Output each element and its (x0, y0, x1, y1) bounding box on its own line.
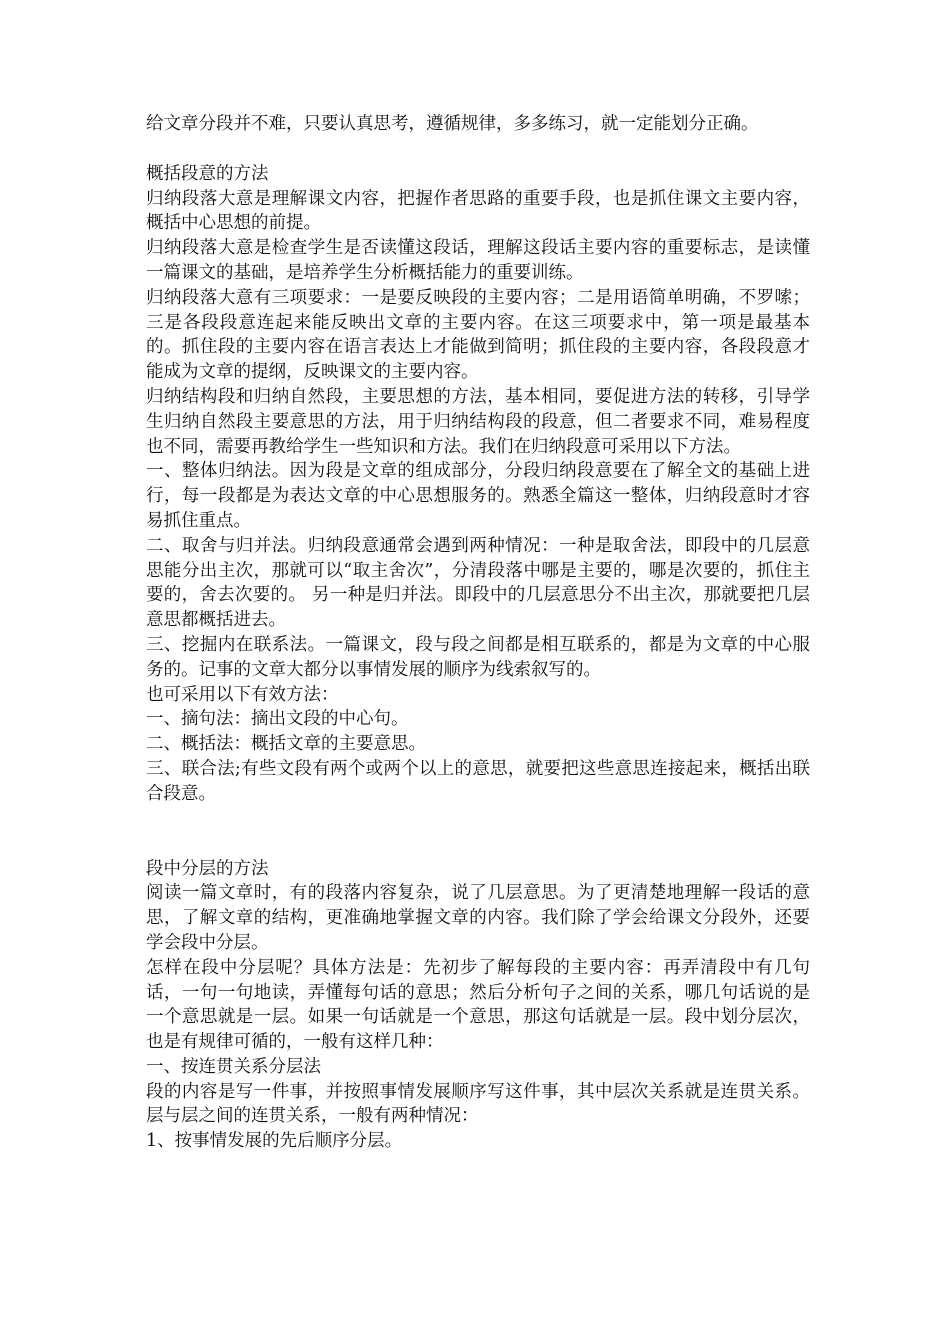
method-item: 三、挖掘内在联系法。一篇课文，段与段之间都是相互联系的，都是为文章的中心服务的。记事的文章大都分以事情发展的顺序为线索叙写的。 (146, 634, 810, 680)
paragraph: 归纳段落大意是理解课文内容，把握作者思路的重要手段，也是抓住课文主要内容，概括中心思想的前提。 (146, 188, 810, 234)
paragraph: 阅读一篇文章时，有的段落内容复杂，说了几层意思。为了更清楚地理解一段话的意思，了解文章的结构，更准确地掌握文章的内容。我们除了学会给课文分段外，还要学会段中分层。 (146, 883, 810, 953)
subheading: 一、按连贯关系分层法 (146, 1056, 321, 1077)
intro-paragraph: 给文章分段并不难，只要认真思考，遵循规律，多多练习，就一定能划分正确。 (146, 114, 759, 134)
document-body (146, 112, 810, 1154)
paragraph: 归纳段落大意是检查学生是否读懂这段话，理解这段话主要内容的重要标志，是读懂一篇课文的基础，是培养学生分析概括能力的重要训练。 (146, 238, 810, 283)
spacer (146, 807, 810, 857)
paragraph: 段的内容是写一件事，并按照事情发展顺序写这件事，其中层次关系就是连贯关系。层与层之间的连贯关系，一般有两种情况： (146, 1081, 810, 1127)
paragraph: 归纳段落大意有三项要求：一是要反映段的主要内容；二是用语简单明确，不罗嗦；三是各段段意连起来能反映出文章的主要内容。在这三项要求中，第一项是最基本的。抓住段的主要内容在语言表达上才能做到简明；抓住段的主要内容，各段段意才能成为文章的提纲，反映课文的主要内容。 (146, 287, 810, 383)
paragraph: 也可采用以下有效方法： (146, 684, 339, 705)
method-item: 二、取舍与归并法。归纳段意通常会遇到两种情况：一种是取舍法，即段中的几层意思能分出主次，那就可以“取主舍次”，分清段落中哪是主要的，哪是次要的，抓住主要的，舍去次要的。 另一种是归并法。即段中的几层意思分不出主次，那就要把几层意思都概括进去。 (146, 535, 810, 631)
list-item: 1、按事情发展的先后顺序分层。 (146, 1131, 403, 1152)
section-heading-summarize: 概括段意的方法 (146, 163, 269, 184)
method-item: 一、整体归纳法。因为段是文章的组成部分，分段归纳段意要在了解全文的基础上进行，每一段都是为表达文章的中心思想服务的。熟悉全篇这一整体，归纳段意时才容易抓住重点。 (146, 461, 810, 531)
paragraph: 怎样在段中分层呢？具体方法是：先初步了解每段的主要内容：再弄清段中有几句话，一句一句地读，弄懂每句话的意思；然后分析句子之间的关系，哪几句话说的是一个意思就是一层。如果一句话就是一个意思，那这句话就是一层。段中划分层次，也是有规律可循的，一般有这样几种： (146, 957, 810, 1053)
method-item: 一、摘句法：摘出文段的中心句。 (146, 709, 409, 730)
method-item: 二、概括法：概括文章的主要意思。 (146, 734, 426, 755)
paragraph: 归纳结构段和归纳自然段，主要思想的方法，基本相同，要促进方法的转移，引导学生归纳自然段主要意思的方法，用于归纳结构段的段意，但二者要求不同，难易程度也不同，需要再教给学生一些知识和方法。我们在归纳段意可采用以下方法。 (146, 386, 810, 457)
section-heading-layering: 段中分层的方法 (146, 858, 269, 879)
method-item: 三、联合法;有些文段有两个或两个以上的意思，就要把这些意思连接起来，概括出联合段意。 (146, 758, 810, 804)
spacer (146, 137, 810, 162)
